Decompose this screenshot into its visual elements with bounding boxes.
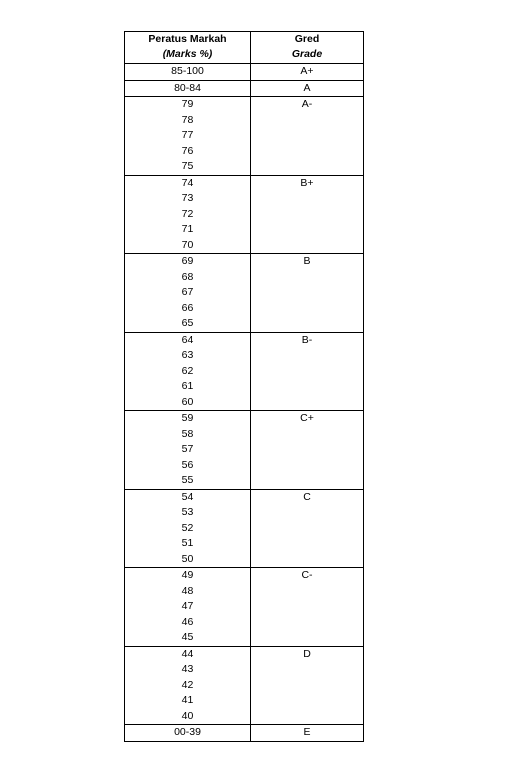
table-row [125,332,364,411]
marks-value: 64 [181,333,194,346]
marks-value: 68 [181,270,194,283]
marks-column-header [125,32,251,64]
grade-value: D [303,647,311,660]
grade-header-label: Gred [294,33,320,45]
marks-value: 75 [181,160,194,172]
marks-cell [125,175,251,254]
table-row [125,175,364,254]
marks-cell [125,254,251,333]
marks-value: 65 [181,317,194,329]
marks-value: 70 [181,238,194,251]
marks-cell [125,97,251,176]
marks-value: 42 [181,678,194,691]
marks-cell [125,332,251,411]
marks-value: 56 [181,458,194,471]
marks-value: 85-100 [171,65,204,77]
marks-value: 52 [181,521,194,534]
marks-cell [125,646,251,725]
marks-value: 79 [181,98,194,110]
grade-cell [251,489,364,568]
grade-cell [251,411,364,490]
grade-cell [251,568,364,647]
marks-value: 80-84 [174,81,201,94]
marks-cell [125,64,251,81]
grading-table [124,31,364,742]
marks-value: 60 [181,395,194,408]
marks-value: 43 [181,663,194,675]
marks-value: 69 [181,255,194,267]
grade-value: C+ [300,412,314,424]
marks-value: 77 [181,129,194,141]
grade-cell [251,64,364,81]
grade-value: A [303,81,311,94]
marks-value: 59 [181,412,194,424]
grade-cell [251,175,364,254]
marks-cell [125,489,251,568]
marks-value: 40 [181,709,194,722]
table-row [125,568,364,647]
grade-value: B [303,255,311,267]
marks-value: 49 [181,569,194,581]
table-row [125,646,364,725]
grade-cell [251,97,364,176]
marks-value: 46 [181,615,194,628]
marks-value: 63 [181,349,194,361]
marks-cell [125,80,251,97]
marks-value: 76 [181,144,194,157]
marks-value: 72 [181,207,194,220]
marks-cell [125,411,251,490]
marks-value: 62 [181,364,194,377]
marks-cell [125,725,251,742]
marks-value: 55 [181,474,194,486]
table-row [125,489,364,568]
marks-value: 41 [181,694,194,706]
grade-value: B- [301,333,313,346]
marks-value: 51 [181,537,194,549]
marks-value: 44 [181,647,194,660]
marks-header-label: Peratus Markah [148,33,227,45]
grade-value: E [303,726,311,738]
marks-value: 53 [181,506,194,518]
marks-value: 00-39 [174,726,201,738]
marks-value: 54 [181,490,194,503]
marks-value: 50 [181,552,194,565]
table-header-row [125,32,364,64]
marks-cell [125,568,251,647]
marks-value: 74 [181,176,194,189]
marks-value: 61 [181,380,194,392]
grade-value: A- [301,98,313,110]
grade-cell [251,725,364,742]
marks-value: 66 [181,301,194,314]
marks-value: 45 [181,631,194,643]
grade-value: C- [301,569,313,581]
marks-value: 71 [181,223,194,235]
grade-header-sublabel: Grade [291,48,323,60]
marks-value: 57 [181,443,194,455]
marks-value: 58 [181,427,194,440]
table-row [125,80,364,97]
marks-value: 48 [181,584,194,597]
grade-cell [251,80,364,97]
grade-column-header [251,32,364,64]
grade-value: B+ [300,176,314,189]
marks-value: 73 [181,192,194,204]
table-row [125,97,364,176]
marks-value: 47 [181,600,194,612]
marks-value: 78 [181,113,194,126]
table-row [125,64,364,81]
grade-value: C [303,490,311,503]
grade-cell [251,646,364,725]
table-row [125,411,364,490]
marks-header-sublabel: (Marks %) [162,48,213,60]
grade-cell [251,254,364,333]
table-row [125,254,364,333]
marks-value: 67 [181,286,194,298]
table-row [125,725,364,742]
grade-value: A+ [300,65,314,77]
table-body [125,64,364,742]
grade-cell [251,332,364,411]
